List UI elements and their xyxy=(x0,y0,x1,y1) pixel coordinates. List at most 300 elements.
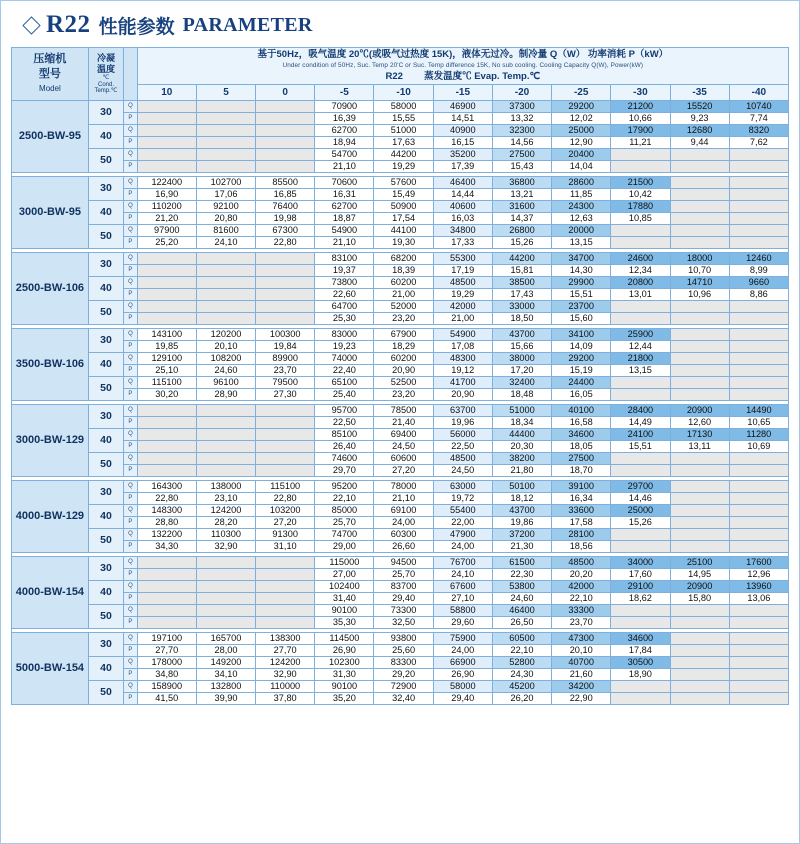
capacity-value xyxy=(611,680,670,692)
cond-temp-cell: 30 xyxy=(88,632,123,656)
power-value: 31,10 xyxy=(256,540,315,552)
capacity-value: 21200 xyxy=(611,100,670,112)
power-value xyxy=(729,364,788,376)
capacity-value: 100300 xyxy=(256,328,315,340)
capacity-value: 89900 xyxy=(256,352,315,364)
capacity-value: 120200 xyxy=(196,328,255,340)
capacity-value: 69100 xyxy=(374,504,433,516)
power-value: 15,19 xyxy=(552,364,611,376)
power-value: 28,80 xyxy=(137,516,196,528)
table-row xyxy=(12,328,789,340)
power-value: 9,44 xyxy=(670,136,729,148)
capacity-value: 29200 xyxy=(552,352,611,364)
capacity-value xyxy=(611,452,670,464)
power-value: 18,87 xyxy=(315,212,374,224)
capacity-value xyxy=(256,428,315,440)
capacity-value: 24100 xyxy=(611,428,670,440)
power-value: 8,86 xyxy=(729,288,788,300)
q-label: Q xyxy=(124,580,138,592)
page-title xyxy=(11,9,789,47)
table-row xyxy=(12,148,789,160)
power-value: 23,20 xyxy=(374,312,433,324)
capacity-value: 90100 xyxy=(315,680,374,692)
evap-temp-header: -25 xyxy=(552,84,611,100)
capacity-value xyxy=(137,124,196,136)
power-value: 14,44 xyxy=(433,188,492,200)
table-row xyxy=(12,300,789,312)
capacity-value: 102400 xyxy=(315,580,374,592)
power-value: 24,50 xyxy=(433,464,492,476)
power-value: 25,40 xyxy=(315,388,374,400)
power-value: 26,40 xyxy=(315,440,374,452)
power-value xyxy=(137,112,196,124)
capacity-value: 34800 xyxy=(433,224,492,236)
power-value xyxy=(729,236,788,248)
capacity-value: 46400 xyxy=(492,604,551,616)
table-row xyxy=(12,236,789,248)
capacity-value: 20900 xyxy=(670,404,729,416)
evap-temp-header: -40 xyxy=(729,84,788,100)
capacity-value xyxy=(196,276,255,288)
capacity-value: 53800 xyxy=(492,580,551,592)
q-label: Q xyxy=(124,224,138,236)
model-name: 3000-BW-95 xyxy=(12,176,89,248)
capacity-value: 103200 xyxy=(256,504,315,516)
p-label: P xyxy=(124,568,138,580)
cond-temp-cell: 40 xyxy=(88,276,123,300)
p-label: P xyxy=(124,416,138,428)
power-value xyxy=(256,568,315,580)
capacity-value xyxy=(670,176,729,188)
power-value: 22,00 xyxy=(433,516,492,528)
capacity-value xyxy=(256,276,315,288)
evap-temp-header: 5 xyxy=(196,84,255,100)
power-value: 39,90 xyxy=(196,692,255,704)
capacity-value: 63700 xyxy=(433,404,492,416)
q-label: Q xyxy=(124,352,138,364)
power-value: 18,34 xyxy=(492,416,551,428)
table-header-row xyxy=(12,48,789,85)
capacity-value: 78500 xyxy=(374,404,433,416)
power-value: 18,94 xyxy=(315,136,374,148)
capacity-value: 110000 xyxy=(256,680,315,692)
capacity-value xyxy=(137,100,196,112)
cond-temp-cell: 40 xyxy=(88,656,123,680)
power-value: 29,60 xyxy=(433,616,492,628)
capacity-value: 93800 xyxy=(374,632,433,644)
cond-temp-cell: 50 xyxy=(88,528,123,552)
p-label: P xyxy=(124,644,138,656)
power-value xyxy=(670,492,729,504)
cond-temp-cell: 30 xyxy=(88,556,123,580)
power-value xyxy=(196,264,255,276)
capacity-value: 110300 xyxy=(196,528,255,540)
power-value xyxy=(670,312,729,324)
model-name: 3000-BW-129 xyxy=(12,404,89,476)
power-value: 24,60 xyxy=(196,364,255,376)
table-row xyxy=(12,224,789,236)
capacity-value: 83100 xyxy=(315,252,374,264)
capacity-value: 52000 xyxy=(374,300,433,312)
power-value xyxy=(611,540,670,552)
cond-temp-cell: 50 xyxy=(88,680,123,704)
capacity-value xyxy=(256,556,315,568)
capacity-value: 30500 xyxy=(611,656,670,668)
capacity-value: 69400 xyxy=(374,428,433,440)
power-value: 37,80 xyxy=(256,692,315,704)
power-value: 13,15 xyxy=(611,364,670,376)
p-label: P xyxy=(124,236,138,248)
capacity-value: 33000 xyxy=(492,300,551,312)
capacity-value xyxy=(137,148,196,160)
q-label: Q xyxy=(124,148,138,160)
power-value: 15,60 xyxy=(552,312,611,324)
power-value: 20,10 xyxy=(196,340,255,352)
power-value: 26,90 xyxy=(433,668,492,680)
power-value: 15,80 xyxy=(670,592,729,604)
cond-temp-cell: 30 xyxy=(88,176,123,200)
q-label: Q xyxy=(124,528,138,540)
capacity-value: 39100 xyxy=(552,480,611,492)
capacity-value xyxy=(729,148,788,160)
capacity-value xyxy=(256,580,315,592)
table-row xyxy=(12,188,789,200)
capacity-value: 31600 xyxy=(492,200,551,212)
power-value: 24,10 xyxy=(433,568,492,580)
power-value: 28,20 xyxy=(196,516,255,528)
table-row xyxy=(12,340,789,352)
q-label: Q xyxy=(124,176,138,188)
capacity-value: 20400 xyxy=(552,148,611,160)
power-value xyxy=(256,616,315,628)
power-value: 10,66 xyxy=(611,112,670,124)
p-label: P xyxy=(124,492,138,504)
power-value: 18,70 xyxy=(552,464,611,476)
capacity-value: 143100 xyxy=(137,328,196,340)
q-label: Q xyxy=(124,300,138,312)
capacity-value: 122400 xyxy=(137,176,196,188)
cond-temp-cell: 50 xyxy=(88,224,123,248)
power-value: 16,34 xyxy=(552,492,611,504)
capacity-value xyxy=(670,528,729,540)
power-value: 11,21 xyxy=(611,136,670,148)
title-english: PARAMETER xyxy=(182,13,313,36)
power-value: 15,55 xyxy=(374,112,433,124)
power-value: 30,20 xyxy=(137,388,196,400)
power-value: 17,33 xyxy=(433,236,492,248)
evap-temp-header: 10 xyxy=(137,84,196,100)
power-value: 13,32 xyxy=(492,112,551,124)
p-label: P xyxy=(124,692,138,704)
table-row xyxy=(12,388,789,400)
power-value: 20,10 xyxy=(552,644,611,656)
table-row xyxy=(12,480,789,492)
power-value xyxy=(137,464,196,476)
table-row xyxy=(12,160,789,172)
capacity-value xyxy=(729,656,788,668)
power-value: 17,06 xyxy=(196,188,255,200)
power-value: 32,90 xyxy=(196,540,255,552)
capacity-value xyxy=(137,404,196,416)
capacity-value: 44200 xyxy=(374,148,433,160)
capacity-value: 46900 xyxy=(433,100,492,112)
power-value xyxy=(611,160,670,172)
power-value: 14,51 xyxy=(433,112,492,124)
power-value: 29,40 xyxy=(374,592,433,604)
capacity-value: 60200 xyxy=(374,276,433,288)
table-row xyxy=(12,200,789,212)
table-row xyxy=(12,616,789,628)
power-value: 34,30 xyxy=(137,540,196,552)
capacity-value: 114500 xyxy=(315,632,374,644)
capacity-value xyxy=(137,300,196,312)
capacity-value xyxy=(137,556,196,568)
q-label: Q xyxy=(124,656,138,668)
power-value xyxy=(137,592,196,604)
capacity-value: 14710 xyxy=(670,276,729,288)
power-value: 21,00 xyxy=(374,288,433,300)
capacity-value: 36800 xyxy=(492,176,551,188)
capacity-value: 138300 xyxy=(256,632,315,644)
table-row xyxy=(12,528,789,540)
table-row xyxy=(12,176,789,188)
power-value xyxy=(729,492,788,504)
power-value: 17,39 xyxy=(433,160,492,172)
capacity-value: 41700 xyxy=(433,376,492,388)
performance-table xyxy=(11,47,789,705)
capacity-value: 24300 xyxy=(552,200,611,212)
cond-temp-cell: 50 xyxy=(88,452,123,476)
table-row xyxy=(12,416,789,428)
q-label: Q xyxy=(124,504,138,516)
power-value xyxy=(611,388,670,400)
p-label: P xyxy=(124,212,138,224)
power-value: 27,00 xyxy=(315,568,374,580)
power-value: 17,60 xyxy=(611,568,670,580)
capacity-value: 55400 xyxy=(433,504,492,516)
q-label: Q xyxy=(124,252,138,264)
power-value: 18,48 xyxy=(492,388,551,400)
capacity-value: 62700 xyxy=(315,200,374,212)
power-value: 13,15 xyxy=(552,236,611,248)
capacity-value xyxy=(729,176,788,188)
power-value: 18,90 xyxy=(611,668,670,680)
power-value: 21,00 xyxy=(433,312,492,324)
power-value: 16,05 xyxy=(552,388,611,400)
capacity-value: 48500 xyxy=(433,276,492,288)
capacity-value: 42000 xyxy=(433,300,492,312)
capacity-value: 48500 xyxy=(433,452,492,464)
power-value xyxy=(256,136,315,148)
cond-temp-cell: 50 xyxy=(88,604,123,628)
capacity-value: 50100 xyxy=(492,480,551,492)
power-value xyxy=(137,568,196,580)
capacity-value xyxy=(256,148,315,160)
power-value: 34,10 xyxy=(196,668,255,680)
power-value xyxy=(670,464,729,476)
cond-temp-cell: 30 xyxy=(88,328,123,352)
capacity-value xyxy=(670,604,729,616)
power-value xyxy=(196,592,255,604)
power-value: 25,60 xyxy=(374,644,433,656)
power-value xyxy=(729,312,788,324)
capacity-value: 85000 xyxy=(315,504,374,516)
q-label: Q xyxy=(124,200,138,212)
power-value: 12,02 xyxy=(552,112,611,124)
capacity-value xyxy=(611,528,670,540)
power-value: 10,70 xyxy=(670,264,729,276)
table-row xyxy=(12,252,789,264)
power-value: 15,26 xyxy=(492,236,551,248)
table-row xyxy=(12,580,789,592)
power-value: 19,96 xyxy=(433,416,492,428)
capacity-value: 40100 xyxy=(552,404,611,416)
capacity-value: 58000 xyxy=(433,680,492,692)
table-row xyxy=(12,288,789,300)
table-row xyxy=(12,680,789,692)
power-value: 18,29 xyxy=(374,340,433,352)
power-value: 27,10 xyxy=(433,592,492,604)
capacity-value: 46400 xyxy=(433,176,492,188)
power-value xyxy=(196,616,255,628)
power-value: 18,50 xyxy=(492,312,551,324)
power-value: 15,81 xyxy=(492,264,551,276)
capacity-value: 33600 xyxy=(552,504,611,516)
q-label: Q xyxy=(124,376,138,388)
power-value: 22,50 xyxy=(433,440,492,452)
power-value: 17,84 xyxy=(611,644,670,656)
power-value: 16,15 xyxy=(433,136,492,148)
capacity-value xyxy=(137,428,196,440)
table-row xyxy=(12,540,789,552)
capacity-value xyxy=(137,580,196,592)
power-value xyxy=(611,464,670,476)
power-value xyxy=(196,288,255,300)
capacity-value xyxy=(137,252,196,264)
q-label: Q xyxy=(124,680,138,692)
p-label: P xyxy=(124,464,138,476)
power-value: 16,39 xyxy=(315,112,374,124)
power-value: 20,80 xyxy=(196,212,255,224)
capacity-value: 64700 xyxy=(315,300,374,312)
power-value xyxy=(729,388,788,400)
capacity-value: 32400 xyxy=(492,376,551,388)
power-value xyxy=(670,212,729,224)
capacity-value xyxy=(729,452,788,464)
capacity-value: 74700 xyxy=(315,528,374,540)
power-value: 10,65 xyxy=(729,416,788,428)
power-value: 15,51 xyxy=(552,288,611,300)
capacity-value xyxy=(196,404,255,416)
p-label: P xyxy=(124,540,138,552)
capacity-value: 60500 xyxy=(492,632,551,644)
power-value: 19,84 xyxy=(256,340,315,352)
power-value xyxy=(196,440,255,452)
evap-temp-header: -10 xyxy=(374,84,433,100)
capacity-value: 29700 xyxy=(611,480,670,492)
cond-temp-cell: 50 xyxy=(88,148,123,172)
capacity-value: 72900 xyxy=(374,680,433,692)
capacity-value: 21500 xyxy=(611,176,670,188)
power-value: 13,06 xyxy=(729,592,788,604)
capacity-value: 40900 xyxy=(433,124,492,136)
power-value: 15,51 xyxy=(611,440,670,452)
power-value: 21,80 xyxy=(492,464,551,476)
capacity-value xyxy=(196,300,255,312)
q-label: Q xyxy=(124,480,138,492)
power-value xyxy=(670,236,729,248)
cond-temp-cell: 30 xyxy=(88,480,123,504)
capacity-value xyxy=(611,376,670,388)
power-value: 19,29 xyxy=(433,288,492,300)
evap-temp-header: -20 xyxy=(492,84,551,100)
capacity-value xyxy=(729,300,788,312)
power-value: 17,43 xyxy=(492,288,551,300)
capacity-value: 33300 xyxy=(552,604,611,616)
table-row xyxy=(12,516,789,528)
capacity-value: 76400 xyxy=(256,200,315,212)
power-value xyxy=(256,416,315,428)
power-value: 18,39 xyxy=(374,264,433,276)
power-value xyxy=(256,440,315,452)
power-value: 29,20 xyxy=(374,668,433,680)
power-value: 34,80 xyxy=(137,668,196,680)
power-value xyxy=(256,312,315,324)
power-value: 19,86 xyxy=(492,516,551,528)
power-value: 12,90 xyxy=(552,136,611,148)
power-value: 19,85 xyxy=(137,340,196,352)
power-value: 18,62 xyxy=(611,592,670,604)
cond-temp-cell: 40 xyxy=(88,580,123,604)
power-value: 18,12 xyxy=(492,492,551,504)
capacity-value xyxy=(729,480,788,492)
power-value: 16,31 xyxy=(315,188,374,200)
power-value: 22,10 xyxy=(552,592,611,604)
capacity-value: 91300 xyxy=(256,528,315,540)
table-row xyxy=(12,568,789,580)
power-value: 15,49 xyxy=(374,188,433,200)
capacity-value: 74600 xyxy=(315,452,374,464)
capacity-value: 29100 xyxy=(611,580,670,592)
power-value xyxy=(670,388,729,400)
q-label: Q xyxy=(124,556,138,568)
capacity-value xyxy=(256,252,315,264)
power-value: 26,20 xyxy=(492,692,551,704)
table-row xyxy=(12,492,789,504)
q-label: Q xyxy=(124,452,138,464)
capacity-value: 42000 xyxy=(552,580,611,592)
capacity-value: 48500 xyxy=(552,556,611,568)
capacity-value: 34100 xyxy=(552,328,611,340)
capacity-value: 27500 xyxy=(492,148,551,160)
power-value xyxy=(137,440,196,452)
capacity-value xyxy=(256,452,315,464)
power-value xyxy=(670,364,729,376)
power-value xyxy=(611,312,670,324)
capacity-value xyxy=(256,300,315,312)
capacity-value: 50900 xyxy=(374,200,433,212)
power-value: 15,26 xyxy=(611,516,670,528)
capacity-value: 164300 xyxy=(137,480,196,492)
capacity-value: 149200 xyxy=(196,656,255,668)
capacity-value: 124200 xyxy=(256,656,315,668)
table-row xyxy=(12,136,789,148)
capacity-value: 97900 xyxy=(137,224,196,236)
power-value: 28,00 xyxy=(196,644,255,656)
q-label: Q xyxy=(124,404,138,416)
power-value xyxy=(196,464,255,476)
power-value xyxy=(137,416,196,428)
